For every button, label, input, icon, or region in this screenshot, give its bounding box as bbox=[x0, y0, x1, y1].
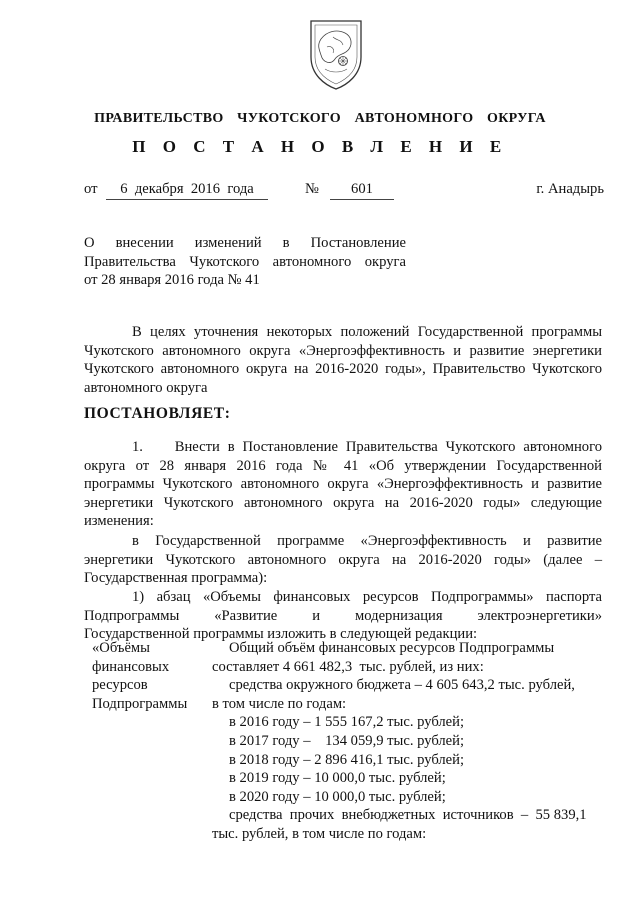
preamble-paragraph bbox=[84, 323, 602, 397]
label-line: «Объёмы bbox=[92, 640, 150, 656]
extrabudgetary-line: тыс. рублей, в том числе по годам: bbox=[212, 825, 427, 842]
total-line: Общий объём финансовых ресурсов Подпрограммы bbox=[229, 640, 555, 656]
year-amount-line: в 2018 году – 2 896 416,1 тыс. рублей; bbox=[229, 751, 465, 768]
paragraph-line: программы Чукотского автономного округа «Энергоэффективность и развитие bbox=[84, 476, 602, 493]
paragraph-line: Государственной программы изложить в следующей редакции: bbox=[84, 626, 478, 643]
paragraph-line: Чукотского автономного округа «Энергоэффективность и развитие энергетики bbox=[84, 342, 602, 359]
subject-line: от 28 января 2016 года № 41 bbox=[84, 272, 260, 289]
document-number: 601 bbox=[330, 180, 394, 200]
year-amount-line: в 2020 году – 10 000,0 тыс. рублей; bbox=[229, 788, 446, 805]
coat-of-arms-icon bbox=[303, 15, 369, 91]
item-1-paragraph bbox=[84, 438, 602, 531]
city-name: г. Анадырь bbox=[536, 181, 604, 197]
paragraph-line: изменения: bbox=[84, 513, 154, 530]
financing-label-cell bbox=[92, 639, 202, 713]
year-amount-line: в 2017 году – 134 059,9 тыс. рублей; bbox=[229, 732, 465, 749]
decree-heading: ПОСТАНОВЛЯЕТ: bbox=[84, 405, 231, 422]
paragraph-line: в Государственной программе «Энергоэффективность и развитие bbox=[132, 533, 602, 549]
document-subject bbox=[84, 234, 406, 290]
paragraph-line: Подпрограммы «Развитие и модернизация электроэнергетики» bbox=[84, 607, 602, 624]
year-amount-line: в 2016 году – 1 555 167,2 тыс. рублей; bbox=[229, 714, 465, 731]
date-line bbox=[84, 180, 604, 200]
item-1-sub-paragraph bbox=[84, 532, 602, 588]
paragraph-line: округа от 28 января 2016 года № 41 «Об утверждении Государственной bbox=[84, 457, 602, 474]
district-budget-line: средства окружного бюджета – 4 605 643,2 тыс. рублей, bbox=[229, 677, 575, 694]
subject-line: Правительства Чукотского автономного округа bbox=[84, 253, 406, 270]
paragraph-line: В целях уточнения некоторых положений Государственной программы bbox=[132, 324, 602, 340]
paragraph-line: 1) абзац «Объемы финансовых ресурсов Подпрограммы» паспорта bbox=[132, 589, 602, 605]
paragraph-line: Государственная программа): bbox=[84, 570, 268, 587]
extrabudgetary-line: средства прочих внебюджетных источников – 55 839,1 bbox=[229, 807, 587, 824]
date-prefix: от bbox=[84, 181, 98, 197]
financing-content-cell bbox=[212, 639, 600, 844]
label-line: ресурсов bbox=[92, 677, 148, 694]
document-date: 6 декабря 2016 года bbox=[106, 180, 268, 200]
paragraph-line: 1. Внести в Постановление Правительства Чукотского автономного bbox=[132, 439, 602, 455]
document-type-title: П О С Т А Н О В Л Е Н И Е bbox=[132, 137, 508, 156]
item-1-subitem-1-paragraph bbox=[84, 588, 602, 644]
paragraph-line: энергетики Чукотского автономного округа на 2016-2020 годы» (далее – bbox=[84, 551, 602, 568]
subject-line: О внесении изменений в Постановление bbox=[84, 235, 406, 251]
government-name: ПРАВИТЕЛЬСТВО ЧУКОТСКОГО АВТОНОМНОГО ОКРУГА bbox=[94, 111, 546, 126]
district-budget-line: в том числе по годам: bbox=[212, 695, 347, 712]
label-line: Подпрограммы bbox=[92, 695, 188, 712]
paragraph-line: автономного округа bbox=[84, 379, 208, 396]
year-amount-line: в 2019 году – 10 000,0 тыс. рублей; bbox=[229, 770, 446, 787]
number-label: № bbox=[305, 181, 319, 197]
label-line: финансовых bbox=[92, 658, 170, 675]
paragraph-line: энергетики Чукотского автономного округа на 2016-2020 годы» следующие bbox=[84, 494, 602, 511]
total-line: составляет 4 661 482,3 тыс. рублей, из них: bbox=[212, 658, 484, 675]
paragraph-line: Чукотского автономного округа на 2016-2020 годы», Правительство Чукотского bbox=[84, 361, 602, 378]
